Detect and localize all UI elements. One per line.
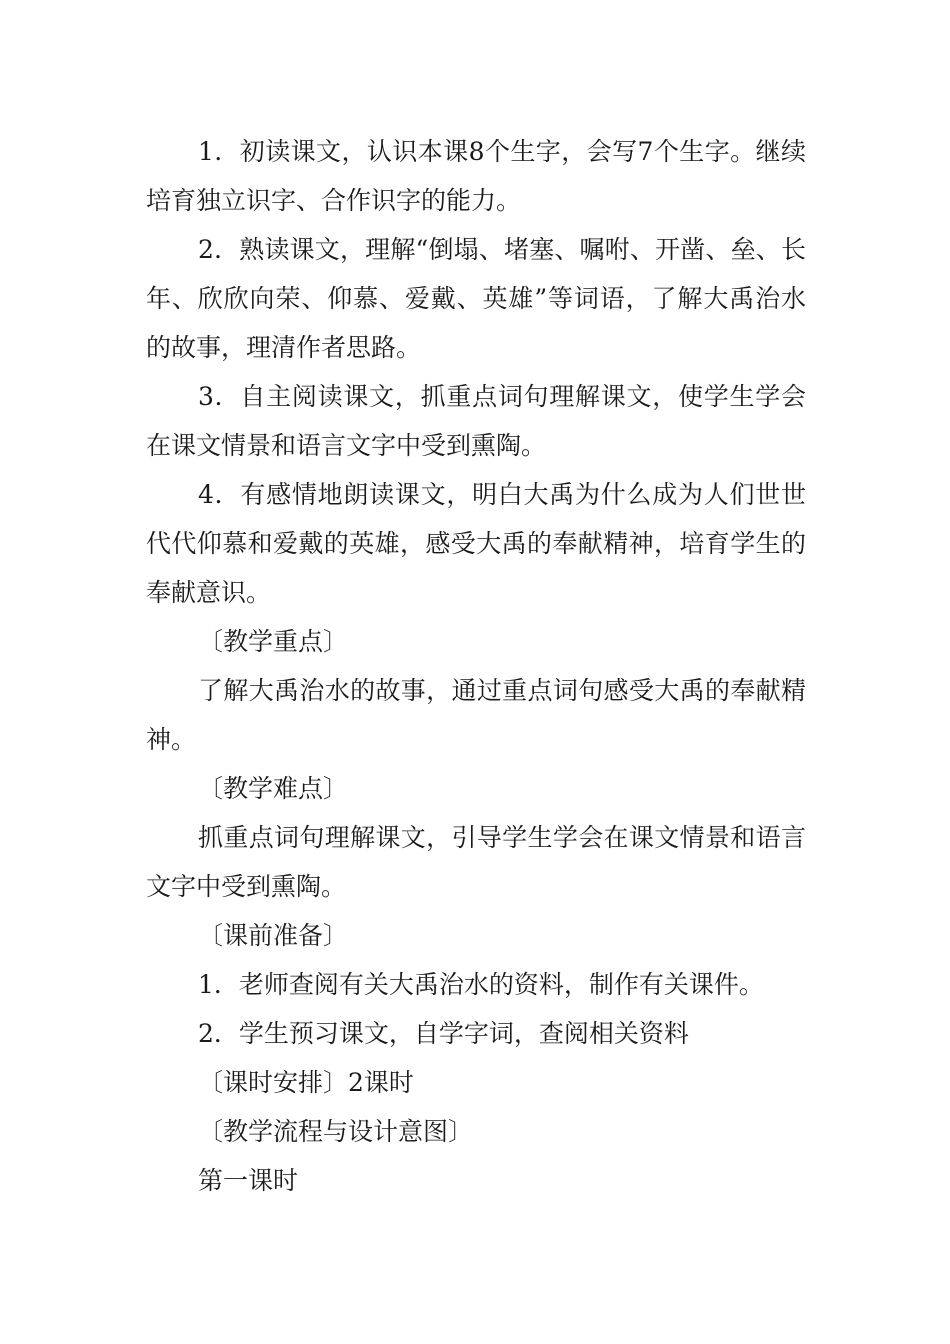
key-points-text: 了解大禹治水的故事，通过重点词句感受大禹的奉献精神。 — [146, 676, 806, 754]
section-heading-process: 〔教学流程与设计意图〕 — [198, 1117, 474, 1146]
objective-4: 4．有感情地朗读课文，明白大禹为什么成为人们世世代代仰慕和爱戴的英雄，感受大禹的奉献精神，培育学生的奉献意识。 — [146, 480, 806, 607]
section-heading-key-points: 〔教学重点〕 — [198, 627, 349, 656]
objective-2: 2．熟读课文，理解“倒塌、堵塞、嘱咐、开凿、垒、长年、欣欣向荣、仰慕、爱戴、英雄”等词语，了解大禹治水的故事，理清作者思路。 — [146, 235, 806, 362]
document-body — [146, 127, 806, 1205]
section-heading-schedule: 〔课时安排〕2课时 — [198, 1068, 414, 1097]
lesson-one-title: 第一课时 — [198, 1166, 299, 1195]
preparation-item-2: 2．学生预习课文，自学字词，查阅相关资料 — [198, 1019, 689, 1048]
objective-3: 3．自主阅读课文，抓重点词句理解课文，使学生学会在课文情景和语言文字中受到熏陶。 — [146, 382, 806, 460]
section-heading-difficulties: 〔教学难点〕 — [198, 774, 349, 803]
difficulties-text: 抓重点词句理解课文，引导学生学会在课文情景和语言文字中受到熏陶。 — [146, 823, 806, 901]
objective-1: 1．初读课文，认识本课8个生字，会写7个生字。继续培育独立识字、合作识字的能力。 — [146, 137, 806, 215]
preparation-item-1: 1．老师查阅有关大禹治水的资料，制作有关课件。 — [198, 970, 764, 999]
section-heading-preparation: 〔课前准备〕 — [198, 921, 349, 950]
